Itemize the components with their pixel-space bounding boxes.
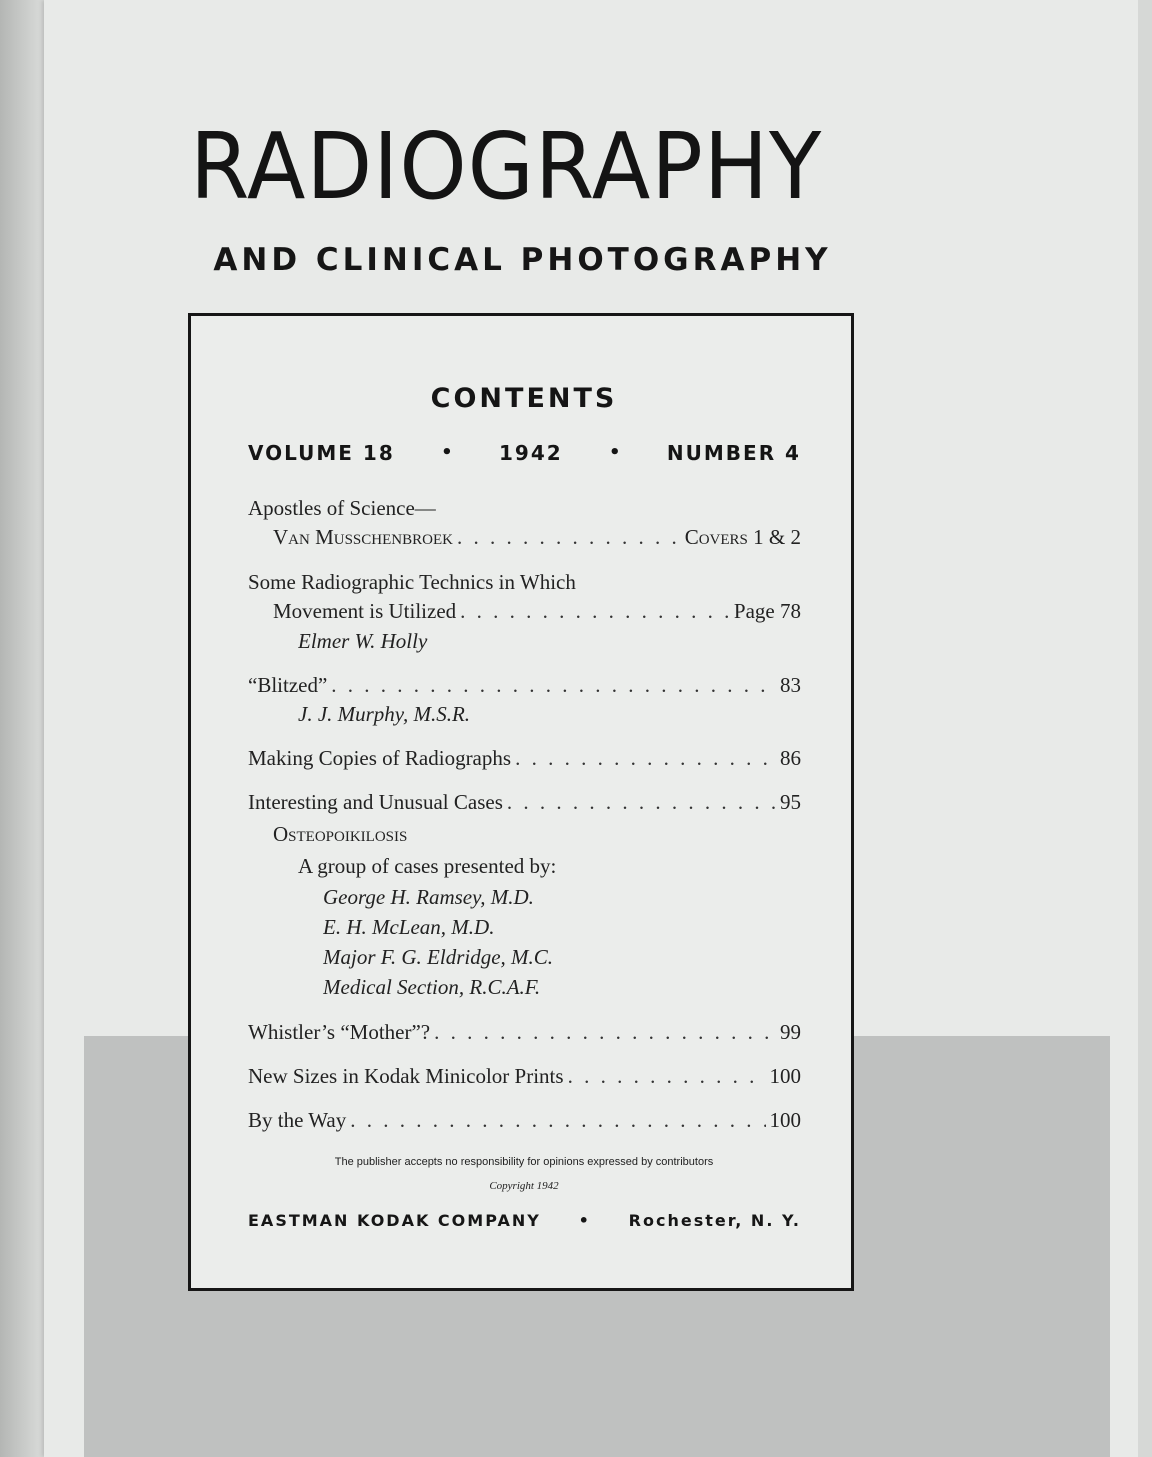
toc-entry-2-line	[273, 596, 801, 626]
toc-presenter: Major F. G. Eldridge, M.C.	[323, 945, 554, 969]
dot-leader	[331, 670, 776, 700]
bullet-separator: •	[609, 442, 621, 463]
toc-entry-3-title: “Blitzed”	[248, 673, 328, 697]
toc-entry-6-title: Whistler’s “Mother”?	[248, 1020, 431, 1044]
company-location: Rochester, N. Y.	[628, 1211, 801, 1230]
dot-leader	[460, 596, 730, 626]
toc-entry-7-title: New Sizes in Kodak Minicolor Prints	[248, 1064, 564, 1088]
contents-heading: CONTENTS	[430, 383, 618, 414]
page-edge	[1138, 0, 1152, 1457]
toc-entry-6-page: 99	[780, 1020, 801, 1044]
toc-entry-2-title: Some Radiographic Technics in Which	[248, 570, 576, 594]
toc-presenter: E. H. McLean, M.D.	[323, 915, 495, 939]
number-label: NUMBER 4	[666, 441, 801, 465]
toc-entry-1-page: Covers 1 & 2	[684, 525, 801, 549]
toc-entry-3-page: 83	[780, 673, 801, 697]
toc-entry-8-page: 100	[769, 1108, 801, 1132]
toc-entry-5-intro: A group of cases presented by:	[298, 854, 557, 878]
toc-entry-7-line	[248, 1061, 801, 1091]
toc-entry-3-author: J. J. Murphy, M.S.R.	[298, 702, 471, 726]
dot-leader	[350, 1105, 765, 1135]
toc-entry-5-page: 95	[780, 790, 801, 814]
company-name: EASTMAN KODAK COMPANY	[248, 1211, 541, 1230]
toc-entry-4-title: Making Copies of Radiographs	[248, 746, 512, 770]
year-label: 1942	[499, 441, 563, 465]
toc-entry-2-page: Page 78	[733, 599, 801, 623]
magazine-spine	[0, 0, 44, 1457]
publisher-footer	[248, 1206, 801, 1236]
toc-entry-7-page: 100	[769, 1064, 801, 1088]
toc-entry-5-subtitle: Osteopoikilosis	[273, 822, 408, 846]
toc-entry-1-line	[273, 522, 801, 552]
toc-presenter: George H. Ramsey, M.D.	[323, 885, 534, 909]
toc-presenter: Medical Section, R.C.A.F.	[323, 975, 541, 999]
toc-entry-1-title: Apostles of Science—	[248, 496, 436, 520]
toc-entry-6-line	[248, 1017, 801, 1047]
dot-leader	[434, 1017, 776, 1047]
toc-entry-2-author: Elmer W. Holly	[298, 629, 428, 653]
dot-leader	[507, 787, 776, 817]
dot-leader	[568, 1061, 766, 1091]
toc-entry-1-subject: Van Musschenbroek	[273, 525, 453, 549]
toc-entry-5-line	[248, 787, 801, 817]
contents-box	[188, 313, 854, 1291]
toc-entry-4-page: 86	[780, 746, 801, 770]
bullet-separator: •	[578, 1211, 591, 1230]
masthead-subtitle: AND CLINICAL PHOTOGRAPHY	[213, 242, 832, 278]
toc-entry-8-line	[248, 1105, 801, 1135]
toc-entry-3-line	[248, 670, 801, 700]
dot-leader	[457, 522, 681, 552]
toc-entry-2-title-cont: Movement is Utilized	[273, 599, 457, 623]
dot-leader	[515, 743, 776, 773]
toc-entry-5-title: Interesting and Unusual Cases	[248, 790, 503, 814]
masthead-title: RADIOGRAPHY	[190, 113, 823, 220]
issue-info	[248, 438, 801, 468]
publisher-disclaimer: The publisher accepts no responsibility for opinions expressed by contributors	[334, 1156, 714, 1168]
volume-label: VOLUME 18	[248, 441, 395, 465]
toc-entry-8-title: By the Way	[248, 1108, 347, 1132]
bullet-separator: •	[441, 442, 453, 463]
toc-entry-4-line	[248, 743, 801, 773]
copyright-notice: Copyright 1942	[489, 1180, 559, 1192]
